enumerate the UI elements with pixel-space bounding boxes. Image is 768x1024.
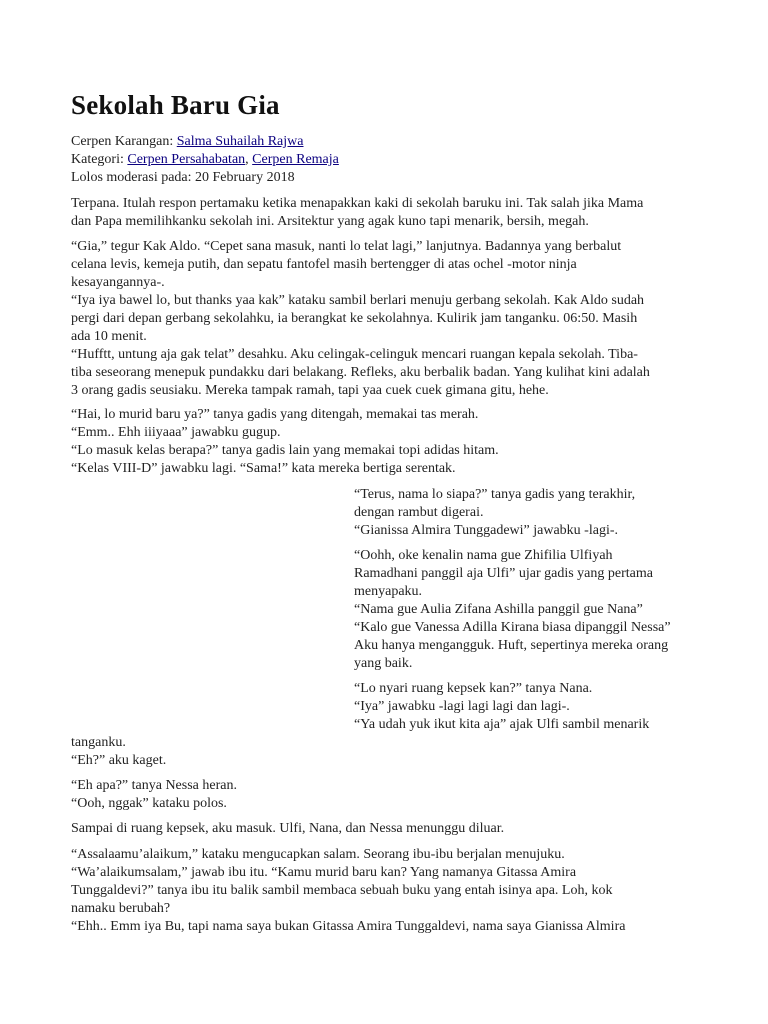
- author-link[interactable]: Salma Suhailah Rajwa: [176, 134, 304, 149]
- category-separator: ,: [245, 152, 253, 167]
- text-line: “Kalo gue Vanessa Adilla Kirana biasa dipanggil Nessa”: [354, 620, 671, 635]
- text-line: menyapaku.: [354, 584, 423, 599]
- text-line: celana levis, kemeja putih, dan sepatu fantofel masih bertengger di atas ochel -motor ninja: [71, 257, 577, 272]
- text-line: pergi dari depan gerbang sekolahku, ia berangkat ke sekolahnya. Kulirik jam tanganku. 06:50. Masih: [71, 311, 638, 326]
- moderation-date: Lolos moderasi pada: 20 February 2018: [71, 170, 295, 185]
- text-line: dan Papa memilihkanku sekolah ini. Arsitektur yang agak kuno tapi menarik, bersih, megah.: [71, 214, 589, 229]
- text-line: “Wa’alaikumsalam,” jawab ibu itu. “Kamu murid baru kan? Yang namanya Gitassa Amira: [71, 865, 577, 880]
- text-line: namaku berubah?: [71, 901, 171, 916]
- text-line: “Gianissa Almira Tunggadewi” jawabku -lagi-.: [354, 523, 619, 538]
- text-line: Tunggaldevi?” tanya ibu itu balik sambil membaca sebuah buku yang entah isinya apa. Loh, kok: [71, 883, 613, 898]
- paragraph-5: [71, 777, 237, 813]
- text-line: Ramadhani panggil aja Ulfi” ujar gadis yang pertama: [354, 566, 653, 581]
- category-label: Kategori:: [71, 152, 128, 167]
- text-line: kesayangannya-.: [71, 275, 165, 290]
- category-link-remaja[interactable]: Cerpen Remaja: [252, 152, 339, 167]
- text-line: ada 10 menit.: [71, 329, 147, 344]
- column-paragraph-3: [354, 680, 699, 734]
- text-line: Sampai di ruang kepsek, aku masuk. Ulfi, Nana, dan Nessa menunggu diluar.: [71, 821, 505, 836]
- article-meta: [71, 133, 339, 187]
- text-line: “Nama gue Aulia Zifana Ashilla panggil gue Nana”: [354, 602, 643, 617]
- text-line: “Hai, lo murid baru ya?” tanya gadis yang ditengah, memakai tas merah.: [71, 407, 479, 422]
- text-line: “Iya” jawabku -lagi lagi lagi dan lagi-.: [354, 699, 570, 714]
- text-line: “Assalaamu’alaikum,” kataku mengucapkan salam. Seorang ibu-ibu berjalan menujuku.: [71, 847, 565, 862]
- author-label: Cerpen Karangan:: [71, 134, 177, 149]
- text-line: tiba seseorang menepuk pundakku dari belakang. Refleks, aku berbalik badan. Yang kulihat kini adalah: [71, 365, 650, 380]
- text-line: “Kelas VIII-D” jawabku lagi. “Sama!” kata mereka bertiga serentak.: [71, 461, 456, 476]
- page-title: Sekolah Baru Gia: [71, 90, 280, 120]
- text-line: 3 orang gadis seusiaku. Mereka tampak ramah, tapi yaa cuek cuek gimana gitu, hehe.: [71, 383, 549, 398]
- text-line: tanganku.: [71, 735, 126, 750]
- text-line: dengan rambut digerai.: [354, 505, 484, 520]
- text-line: “Hufftt, untung aja gak telat” desahku. Aku celingak-celinguk mencari ruangan kepala sekolah. Tiba-: [71, 347, 638, 362]
- paragraph-3: [71, 406, 499, 478]
- text-line: “Lo masuk kelas berapa?” tanya gadis lain yang memakai topi adidas hitam.: [71, 443, 499, 458]
- text-line: yang baik.: [354, 656, 413, 671]
- text-line: “Emm.. Ehh iiiyaaa” jawabku gugup.: [71, 425, 281, 440]
- text-line: Terpana. Itulah respon pertamaku ketika menapakkan kaki di sekolah baruku ini. Tak salah jika Mama: [71, 196, 644, 211]
- text-line: “Ehh.. Emm iya Bu, tapi nama saya bukan Gitassa Amira Tunggaldevi, nama saya Gianissa Almira: [71, 919, 626, 934]
- paragraph-1: [71, 195, 643, 231]
- category-link-persahabatan[interactable]: Cerpen Persahabatan: [127, 152, 246, 167]
- column-paragraph-2: [354, 547, 699, 673]
- text-line: “Ooh, nggak” kataku polos.: [71, 796, 227, 811]
- text-line: “Lo nyari ruang kepsek kan?” tanya Nana.: [354, 681, 593, 696]
- author-line: [71, 133, 339, 151]
- text-line: Aku hanya mengangguk. Huft, sepertinya mereka orang: [354, 638, 669, 653]
- paragraph-7: [71, 846, 625, 936]
- text-line: “Oohh, oke kenalin nama gue Zhifilia Ulfiyah: [354, 548, 613, 563]
- paragraph-6: [71, 820, 504, 838]
- text-line: “Eh?” aku kaget.: [71, 753, 167, 768]
- column-paragraph-1: [354, 486, 699, 540]
- text-line: “Ya udah yuk ikut kita aja” ajak Ulfi sambil menarik: [354, 717, 650, 732]
- text-line: “Terus, nama lo siapa?” tanya gadis yang terakhir,: [354, 487, 636, 502]
- paragraph-4: [71, 734, 166, 770]
- text-line: “Gia,” tegur Kak Aldo. “Cepet sana masuk, nanti lo telat lagi,” lanjutnya. Badannya yang berbalut: [71, 239, 622, 254]
- text-line: “Iya iya bawel lo, but thanks yaa kak” kataku sambil berlari menuju gerbang sekolah. Kak Aldo sudah: [71, 293, 645, 308]
- category-line: [71, 151, 339, 169]
- paragraph-2: [71, 238, 650, 400]
- text-line: “Eh apa?” tanya Nessa heran.: [71, 778, 237, 793]
